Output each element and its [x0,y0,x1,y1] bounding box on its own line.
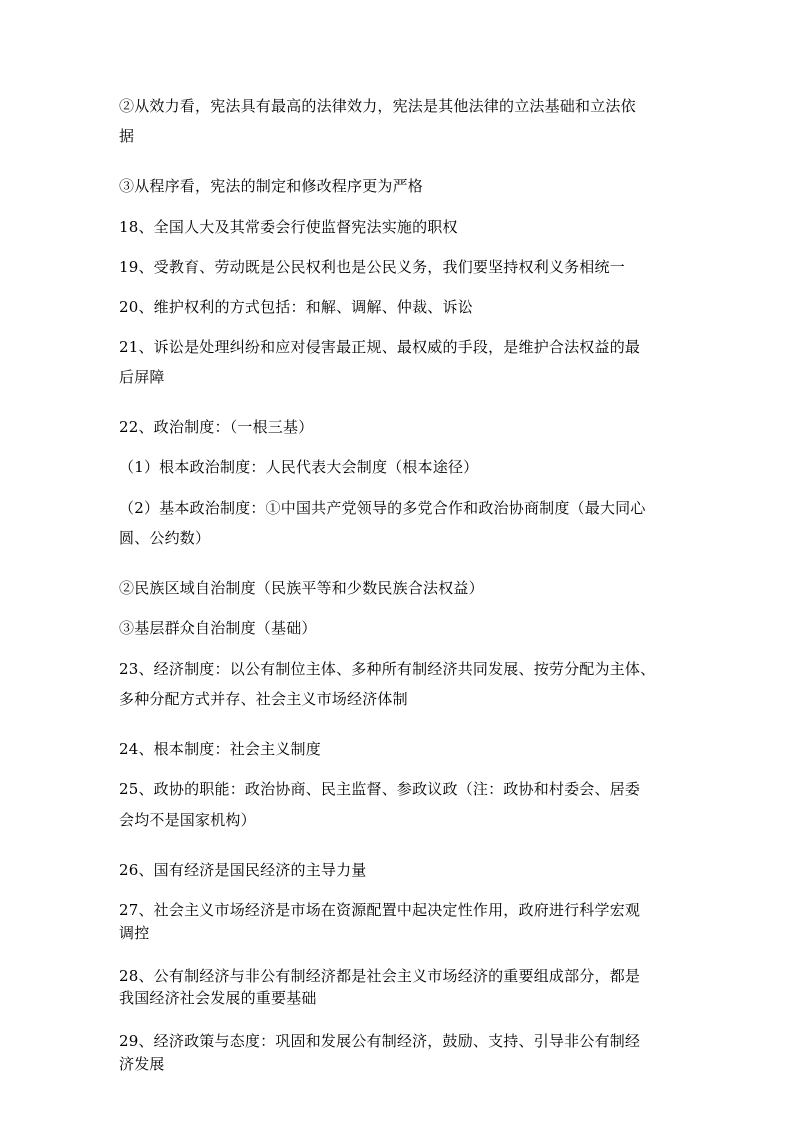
text-line: （1）根本政治制度：人民代表大会制度（根本途径） [119,458,479,476]
text-line: 我国经济社会发展的重要基础 [119,989,317,1007]
text-line: ③从程序看，宪法的制定和修改程序更为严格 [119,177,424,195]
text-line: 济发展 [119,1055,165,1073]
text-line: 28、公有制经济与非公有制经济都是社会主义市场经济的重要组成部分，都是 [119,967,641,985]
text-line: 圆、公约数） [119,529,211,547]
text-line: 26、国有经济是国民经济的主导力量 [119,861,367,879]
text-line: 19、受教育、劳动既是公民权利也是公民义务，我们要坚持权利义务相统一 [119,258,625,276]
text-line: 21、诉讼是处理纠纷和应对侵害最正规、最权威的手段，是维护合法权益的最 [119,338,641,356]
text-line: （2）基本政治制度：①中国共产党领导的多党合作和政治协商制度（最大同心 [119,499,646,517]
text-line: 29、经济政策与态度：巩固和发展公有制经济，鼓励、支持、引导非公有制经 [119,1032,641,1050]
text-line: 会均不是国家机构） [119,811,256,829]
text-line: 22、政治制度：（一根三基） [119,418,314,436]
text-line: 25、政协的职能：政治协商、民主监督、参政议政（注：政协和村委会、居委 [119,780,641,798]
text-line: 23、经济制度：以公有制位主体、多种所有制经济共同发展、按劳分配为主体、 [119,660,656,678]
text-line: ③基层群众自治制度（基础） [119,619,317,637]
text-line: ②民族区域自治制度（民族平等和少数民族合法权益） [119,579,484,597]
text-line: 多种分配方式并存、社会主义市场经济体制 [119,690,408,708]
text-line: 调控 [119,924,150,942]
text-line: 24、根本制度：社会主义制度 [119,740,321,758]
text-line: 后屏障 [119,368,165,386]
text-line: 20、维护权利的方式包括：和解、调解、仲裁、诉讼 [119,298,473,316]
text-line: ②从效力看，宪法具有最高的法律效力，宪法是其他法律的立法基础和立法依 [119,97,636,115]
text-line: 据 [119,127,135,145]
text-line: 27、社会主义市场经济是市场在资源配置中起决定性作用，政府进行科学宏观 [119,901,641,919]
text-line: 18、全国人大及其常委会行使监督宪法实施的职权 [119,218,458,236]
